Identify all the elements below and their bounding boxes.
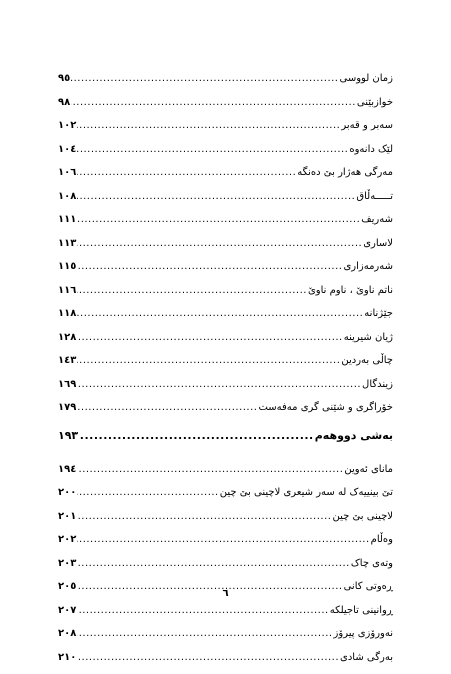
toc-section-row	[58, 429, 393, 459]
toc-row	[58, 96, 393, 120]
toc-page-number: ١١٨	[58, 307, 76, 321]
dot-leader	[71, 72, 338, 86]
toc-entry-title: تێ بینییەک لە سەر شیعری لاچینی بێ چین	[220, 486, 393, 500]
toc-page-number: ١٢٨	[58, 331, 76, 345]
toc-row	[58, 307, 393, 331]
toc-page-number: ١١٥	[58, 260, 76, 274]
toc-row	[58, 401, 393, 425]
dot-leader	[77, 604, 328, 618]
toc-page-number: ٢٠٥	[58, 580, 76, 594]
toc-entry-title: وتەی چاک	[351, 557, 393, 571]
dot-leader	[77, 284, 307, 298]
dot-leader	[77, 237, 362, 251]
toc-row	[58, 533, 393, 557]
toc-entry-title: ژیان شیرینە	[344, 331, 393, 345]
toc-entry-title: وەڵام	[371, 533, 393, 547]
toc-entry-title: شەریف	[361, 213, 393, 227]
toc-row	[58, 260, 393, 284]
toc-page-number: ٢٠٠	[58, 486, 76, 500]
toc-entry-title: تـــــەڵاق	[356, 190, 393, 204]
dot-leader	[77, 627, 332, 641]
toc-row	[58, 354, 393, 378]
dot-leader	[77, 401, 257, 415]
toc-entry-title: چاڵی بەردین	[341, 354, 393, 368]
toc-entry-title: خوازبێنی	[357, 96, 393, 110]
toc-page-number: ٢٠٢	[58, 533, 76, 547]
toc-entry-title: شەرمەزاری	[343, 260, 393, 274]
dot-leader	[77, 533, 369, 547]
toc-row	[58, 651, 393, 674]
toc-row	[58, 604, 393, 628]
dot-leader	[77, 354, 340, 368]
toc-row	[58, 557, 393, 581]
toc-entry-title: خۆراگری و شێنی گری مەفەست	[258, 401, 393, 415]
toc-row	[58, 119, 393, 143]
toc-page-number: ٩٨	[58, 96, 70, 110]
table-of-contents	[58, 72, 393, 674]
toc-row	[58, 486, 393, 510]
toc-section-title: بەشی دووهەم	[315, 429, 393, 443]
dot-leader	[77, 190, 355, 204]
dot-leader	[77, 166, 296, 180]
dot-leader	[79, 429, 314, 443]
dot-leader	[77, 307, 363, 321]
dot-leader	[77, 486, 218, 500]
dot-leader	[71, 96, 356, 110]
toc-entry-title: لێک دانەوە	[349, 143, 393, 157]
toc-entry-title: مانای ئەوین	[344, 463, 393, 477]
toc-row	[58, 463, 393, 487]
dot-leader	[77, 651, 339, 665]
toc-row	[58, 72, 393, 96]
toc-row	[58, 237, 393, 261]
toc-entry-title: زیندگال	[362, 378, 393, 392]
dot-leader	[77, 463, 343, 477]
toc-row	[58, 190, 393, 214]
toc-entry-title: لاساری	[363, 237, 393, 251]
toc-page-number: ١٩٤	[58, 463, 76, 477]
toc-row	[58, 166, 393, 190]
toc-page-number: ١٤٣	[58, 354, 76, 368]
dot-leader	[77, 119, 340, 133]
toc-entry-title: لاچینی بێ چین	[332, 510, 393, 524]
toc-page-number: ١٠٨	[58, 190, 76, 204]
toc-page-number: ٢٠٣	[58, 557, 76, 571]
dot-leader	[77, 213, 360, 227]
toc-row	[58, 627, 393, 651]
toc-entry-title: ڕوانینی تاجیلکە	[330, 604, 393, 618]
toc-page-number: ١٩٣	[58, 429, 78, 443]
toc-page-number: ١٠٢	[58, 119, 76, 133]
toc-row	[58, 378, 393, 402]
toc-page-number: ٢٠٨	[58, 627, 76, 641]
toc-page-number: ١١٦	[58, 284, 76, 298]
toc-page-number: ١٠٤	[58, 143, 76, 157]
toc-entry-title: ڕەوتی کانی	[344, 580, 393, 594]
toc-entry-title: ناتم ناوێ ، ناوم ناوێ	[308, 284, 393, 298]
dot-leader	[77, 378, 361, 392]
toc-page-number: ٢٠٧	[58, 604, 76, 618]
toc-page-number: ١٦٩	[58, 378, 76, 392]
toc-entry-title: جێژنانە	[364, 307, 393, 321]
toc-entry-title: نەورۆزی پیرۆز	[334, 627, 393, 641]
dot-leader	[77, 510, 331, 524]
toc-row	[58, 510, 393, 534]
dot-leader	[77, 557, 350, 571]
toc-row	[58, 284, 393, 308]
toc-page-number: ١٠٦	[58, 166, 76, 180]
toc-page-number: ٢٠١	[58, 510, 76, 524]
toc-page-number: ٢١٠	[58, 651, 76, 665]
dot-leader	[77, 260, 342, 274]
toc-page-number: ٩٥	[58, 72, 70, 86]
dot-leader	[77, 143, 348, 157]
toc-page-number: ١٧٩	[58, 401, 76, 415]
toc-entry-title: بەرگی شادی	[340, 651, 393, 665]
toc-row	[58, 213, 393, 237]
toc-row	[58, 143, 393, 167]
page-number: ٦	[0, 588, 451, 599]
toc-page-number: ١١٣	[58, 237, 76, 251]
toc-entry-title: زمان لووسی	[339, 72, 393, 86]
toc-row	[58, 331, 393, 355]
toc-page-number: ١١١	[58, 213, 76, 227]
toc-entry-title: سەبر و قەبر	[341, 119, 393, 133]
dot-leader	[77, 331, 342, 345]
toc-entry-title: مەرگی هەژار بێ دەنگە	[297, 166, 393, 180]
